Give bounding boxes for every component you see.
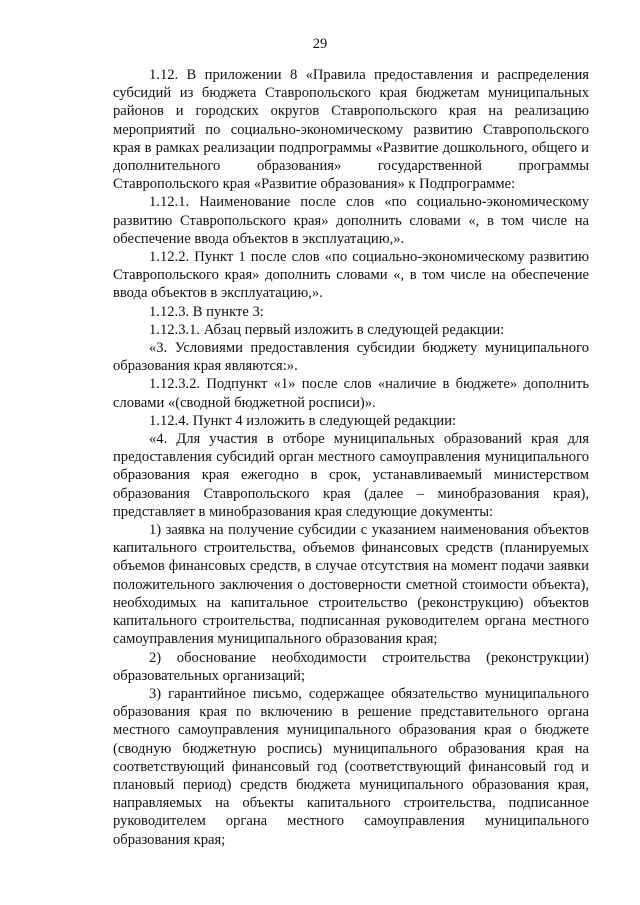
document-body	[113, 66, 589, 849]
list-item-1: 1) заявка на получение субсидии с указанием наименования объектов капитального строительства, объемов финансовых средств (планируемых объемов финансовых средств, в случае отсутствия на момент подачи заявки положительного заключения о достоверности сметной стоимости объекта), необходимых на капитальное строительство (реконструкцию) объектов капитального строительства, подписанная руководителем органа местного самоуправления муниципального образования края;	[113, 522, 589, 648]
paragraph-1-12-3: 1.12.3. В пункте 3:	[149, 303, 264, 320]
list-item-2: 2) обоснование необходимости строительства (реконструкции) образовательных организаций;	[113, 649, 589, 684]
paragraph-1-12-3-1: 1.12.3.1. Абзац первый изложить в следующей редакции:	[149, 321, 505, 338]
page-number: 29	[312, 36, 328, 52]
paragraph-quote-3: «3. Условиями предоставления субсидии бюджету муниципального образования края являются:».	[113, 340, 589, 375]
paragraph-1-12-3-2: 1.12.3.2. Подпункт «1» после слов «наличие в бюджете» дополнить словами «(сводной бюджетной росписи)».	[113, 376, 589, 411]
paragraph-1-12-2: 1.12.2. Пункт 1 после слов «по социально-экономическому развитию Ставропольского края» дополнить словами «, в том числе на обеспечение ввода объектов в эксплуатацию,».	[113, 249, 589, 302]
paragraph-1-12-1: 1.12.1. Наименование после слов «по социально-экономическому развитию Ставропольского края» дополнить словами «, в том числе на обеспечение ввода объектов в эксплуатацию,».	[113, 194, 589, 247]
paragraph-quote-4: «4. Для участия в отборе муниципальных образований края для предоставления субсидий орган местного самоуправления муниципального образования края ежегодно в срок, устанавливаемый министерством образования Ставропольского края (далее – минобразования края), представляет в минобразования края следующие документы:	[113, 431, 589, 520]
list-item-3: 3) гарантийное письмо, содержащее обязательство муниципального образования края по включению в решение представительного органа местного самоуправления муниципального образования края о бюджете (сводную бюджетную роспись) муниципального образования края на соответствующий финансовый год (соответствующий финансовый год и плановый период) средств бюджета муниципального образования края, направляемых на объекты капитального строительства, подписанное руководителем органа местного самоуправления муниципального образования края;	[113, 685, 589, 848]
paragraph-1-12: 1.12. В приложении 8 «Правила предоставления и распределения субсидий из бюджета Ставропольского края бюджетам муниципальных районов и городских округов Ставропольского края на реализацию мероприятий по социально-экономическому развитию Ставропольского края в рамках реализации подпрограммы «Развитие дошкольного, общего и дополнительного образования» государственной программы Ставропольского края «Развитие образования» к Подпрограмме:	[113, 67, 589, 193]
paragraph-1-12-4: 1.12.4. Пункт 4 изложить в следующей редакции:	[149, 412, 457, 429]
